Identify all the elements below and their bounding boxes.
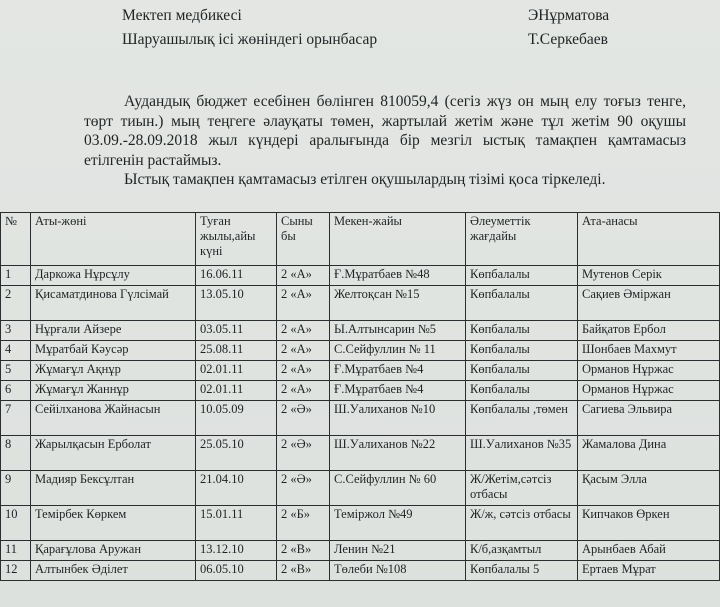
cell-number: 5 <box>1 361 31 381</box>
table-row <box>1 401 720 436</box>
table-row <box>1 436 720 471</box>
header-address: Мекен-жайы <box>330 213 466 266</box>
cell-name: Нұрғали Айзере <box>31 321 196 341</box>
cell-address: Ы.Алтынсарин №5 <box>330 321 466 341</box>
cell-address: Ш.Уалиханов №10 <box>330 401 466 436</box>
cell-address: Ғ.Мұратбаев №48 <box>330 266 466 286</box>
cell-birth-date: 03.05.11 <box>196 321 277 341</box>
cell-class: 2 «А» <box>277 361 330 381</box>
cell-name: Алтынбек Әділет <box>31 561 196 581</box>
table-header-row <box>1 213 720 266</box>
cell-parent: Қасым Элла <box>578 471 720 506</box>
attachment-paragraph: Ыстық тамақпен қамтамасыз етілген оқушылардың тізімі қоса тіркеледі. <box>124 171 606 188</box>
cell-social-status: Көпбалалы <box>466 361 578 381</box>
cell-parent: Байқатов Ербол <box>578 321 720 341</box>
cell-birth-date: 15.01.11 <box>196 506 277 541</box>
cell-number: 8 <box>1 436 31 471</box>
cell-birth-date: 10.05.09 <box>196 401 277 436</box>
cell-class: 2 «А» <box>277 341 330 361</box>
cell-birth-date: 25.05.10 <box>196 436 277 471</box>
cell-social-status: Көпбалалы ,төмен <box>466 401 578 436</box>
header-class: Сыны бы <box>277 213 330 266</box>
cell-class: 2 «В» <box>277 561 330 581</box>
cell-number: 1 <box>1 266 31 286</box>
cell-birth-date: 13.05.10 <box>196 286 277 321</box>
cell-number: 7 <box>1 401 31 436</box>
signature-role-nurse: Мектеп медбикесі <box>122 7 242 24</box>
cell-address: Ленин №21 <box>330 541 466 561</box>
cell-birth-date: 16.06.11 <box>196 266 277 286</box>
header-full-name: Аты-жөні <box>31 213 196 266</box>
cell-class: 2 «Ә» <box>277 401 330 436</box>
cell-parent: Шонбаев Махмут <box>578 341 720 361</box>
cell-social-status: Ш.Уалиханов №35 <box>466 436 578 471</box>
table-row <box>1 541 720 561</box>
cell-class: 2 «Б» <box>277 506 330 541</box>
cell-address: Ғ.Мұратбаев №4 <box>330 361 466 381</box>
cell-address: Ш.Уалиханов №22 <box>330 436 466 471</box>
cell-parent: Мутенов Серік <box>578 266 720 286</box>
cell-number: 4 <box>1 341 31 361</box>
cell-number: 6 <box>1 381 31 401</box>
cell-class: 2 «Ә» <box>277 436 330 471</box>
header-parents: Ата-анасы <box>578 213 720 266</box>
signature-role-deputy: Шаруашылық ісі жөніндегі орынбасар <box>122 31 378 48</box>
header-birth-date: Туған жылы,айы күні <box>196 213 277 266</box>
cell-birth-date: 13.12.10 <box>196 541 277 561</box>
cell-birth-date: 21.04.10 <box>196 471 277 506</box>
signature-name-deputy: Т.Серкебаев <box>528 31 608 48</box>
cell-parent: Арынбаев Абай <box>578 541 720 561</box>
cell-name: Жұмағұл Жаннұр <box>31 381 196 401</box>
cell-parent: Кипчаков Өркен <box>578 506 720 541</box>
table-row <box>1 341 720 361</box>
cell-class: 2 «В» <box>277 541 330 561</box>
cell-social-status: Көпбалалы <box>466 286 578 321</box>
cell-address: Теміржол №49 <box>330 506 466 541</box>
table-row <box>1 471 720 506</box>
table-row <box>1 506 720 541</box>
cell-name: Мадияр Бексұлтан <box>31 471 196 506</box>
body-text <box>84 92 686 190</box>
header-social-status: Әлеуметтік жағдайы <box>466 213 578 266</box>
table-row <box>1 266 720 286</box>
cell-parent: Ертаев Мұрат <box>578 561 720 581</box>
cell-number: 2 <box>1 286 31 321</box>
cell-social-status: Көпбалалы <box>466 381 578 401</box>
cell-address: С.Сейфуллин № 60 <box>330 471 466 506</box>
signature-name-nurse: ЭНұрматова <box>528 7 610 24</box>
cell-class: 2 «А» <box>277 321 330 341</box>
cell-birth-date: 25.08.11 <box>196 341 277 361</box>
header-number: № <box>1 213 31 266</box>
cell-class: 2 «Ә» <box>277 471 330 506</box>
cell-social-status: Көпбалалы <box>466 321 578 341</box>
cell-parent: Орманов Нұржас <box>578 361 720 381</box>
cell-number: 10 <box>1 506 31 541</box>
table-row <box>1 361 720 381</box>
students-table <box>0 212 720 581</box>
cell-social-status: Көпбалалы 5 <box>466 561 578 581</box>
cell-name: Жарылқасын Ерболат <box>31 436 196 471</box>
table-row <box>1 381 720 401</box>
cell-address: Төлеби №108 <box>330 561 466 581</box>
cell-name: Қисаматдинова Гүлсімай <box>31 286 196 321</box>
cell-class: 2 «А» <box>277 266 330 286</box>
cell-number: 9 <box>1 471 31 506</box>
cell-name: Мұратбай Кәусәр <box>31 341 196 361</box>
cell-parent: Жамалова Дина <box>578 436 720 471</box>
cell-social-status: К/б,азқамтыл <box>466 541 578 561</box>
cell-address: Ғ.Мұратбаев №4 <box>330 381 466 401</box>
cell-social-status: Ж/ж, сәтсіз отбасы <box>466 506 578 541</box>
table-row <box>1 321 720 341</box>
cell-class: 2 «А» <box>277 381 330 401</box>
cell-parent: Орманов Нұржас <box>578 381 720 401</box>
cell-parent: Сақиев Әміржан <box>578 286 720 321</box>
cell-name: Темірбек Көркем <box>31 506 196 541</box>
cell-address: Желтоқсан №15 <box>330 286 466 321</box>
cell-number: 3 <box>1 321 31 341</box>
cell-social-status: Көпбалалы <box>466 266 578 286</box>
confirmation-paragraph: Аудандық бюджет есебінен бөлінген 810059,4 (сегіз жүз он мың елу тоғыз тенге, төрт тиын.) мың теңгеге әлауқаты төмен, жартылай жетім және тұл жетім 90 оқушы 03.09.-28.09.2018 жыл күндері аралығында бір мезгіл ыстық тамақпен қамтамасыз етілгенін растаймыз. <box>84 93 686 169</box>
cell-birth-date: 06.05.10 <box>196 561 277 581</box>
cell-name: Сейілханова Жайнасын <box>31 401 196 436</box>
cell-name: Жұмағұл Ақнұр <box>31 361 196 381</box>
cell-birth-date: 02.01.11 <box>196 361 277 381</box>
cell-social-status: Ж/Жетім,сәтсіз отбасы <box>466 471 578 506</box>
cell-social-status: Көпбалалы <box>466 341 578 361</box>
cell-number: 12 <box>1 561 31 581</box>
cell-address: С.Сейфуллин № 11 <box>330 341 466 361</box>
table-row <box>1 286 720 321</box>
cell-name: Даркожа Нұрсұлу <box>31 266 196 286</box>
cell-birth-date: 02.01.11 <box>196 381 277 401</box>
cell-class: 2 «А» <box>277 286 330 321</box>
table-row <box>1 561 720 581</box>
cell-number: 11 <box>1 541 31 561</box>
cell-parent: Сагиева Эльвира <box>578 401 720 436</box>
cell-name: Қарағұлова Аружан <box>31 541 196 561</box>
